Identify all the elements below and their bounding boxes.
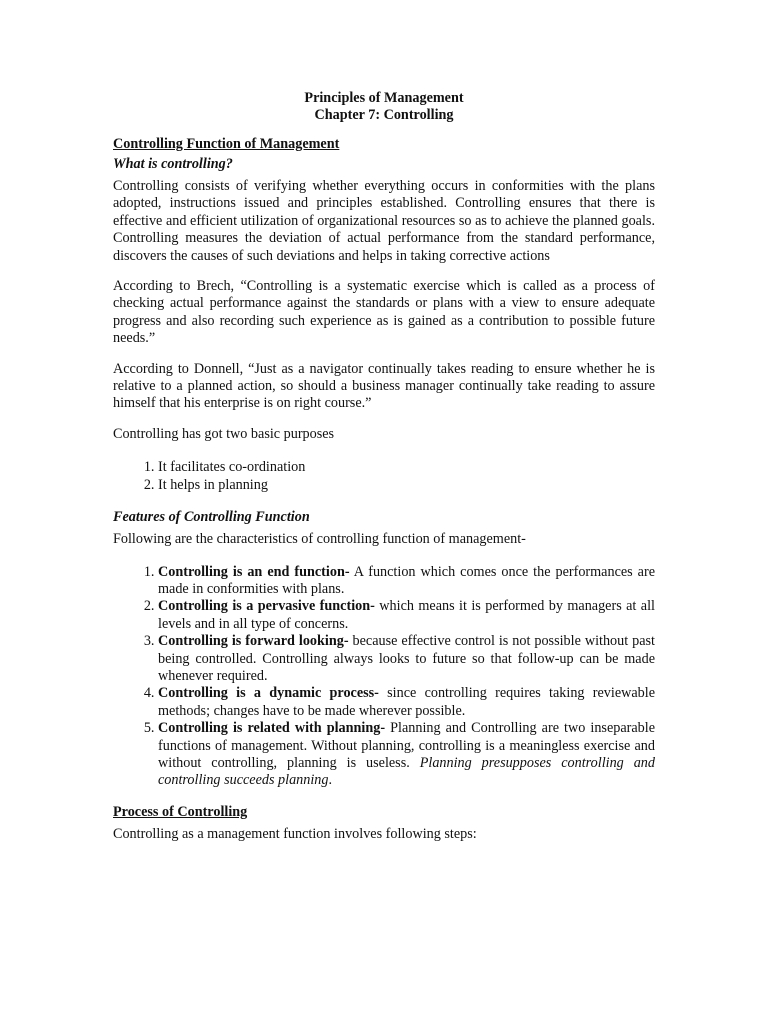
section-heading-controlling-function: Controlling Function of Management <box>113 136 340 152</box>
list-item <box>158 564 655 599</box>
list-item <box>158 720 655 790</box>
feature-lead: Controlling is forward looking- <box>158 633 349 650</box>
feature-lead: Controlling is related with planning- <box>158 720 386 737</box>
list-item <box>158 633 655 685</box>
paragraph-basic-purposes: Controlling has got two basic purposes <box>113 425 335 442</box>
feature-lead: Controlling is a pervasive function- <box>158 598 375 615</box>
document-title <box>113 90 655 124</box>
list-item <box>158 598 655 633</box>
chapter-title: Chapter 7: Controlling <box>314 107 454 123</box>
subheading-what-is-controlling: What is controlling? <box>113 156 233 172</box>
subheading-features: Features of Controlling Function <box>113 509 310 526</box>
list-item: 2. It helps in planning <box>158 477 655 494</box>
document-page <box>113 90 655 856</box>
features-list <box>113 564 655 790</box>
feature-end: . <box>328 772 333 789</box>
feature-text: which means it is performed by managers at all levels and in all type of concerns. <box>158 598 655 632</box>
list-item: 1. It facilitates co-ordination <box>158 459 655 476</box>
paragraph-features-intro: Following are the characteristics of controlling function of management- <box>113 531 526 548</box>
feature-text: since controlling requires taking reviewable methods; changes have to be made wherever possible. <box>158 685 655 719</box>
feature-text: Planning and Controlling are two inseparable functions of management. Without planning, controlling is a meaningless exercise and without controlling, planning is useless. <box>158 720 655 771</box>
feature-text: because effective control is not possible without past being controlled. Controlling always looks to future so that follow-up can be made whenever required. <box>158 633 655 684</box>
paragraph-process-intro: Controlling as a management function involves following steps: <box>113 825 477 842</box>
paragraph-brech-quote: According to Brech, “Controlling is a systematic exercise which is called as a process of checking actual performance against the standards or plans with a view to ensure adequate progress and also recording such experience as is gained as a contribution to possible future needs.” <box>113 278 655 347</box>
feature-lead: Controlling is an end function- <box>158 563 350 580</box>
feature-text: A function which comes once the performances are made in conformities with plans. <box>158 563 655 597</box>
list-item <box>158 685 655 720</box>
paragraph-definition: Controlling consists of verifying whether everything occurs in conformities with the plans adopted, instructions issued and principles established. Controlling ensures that there is effective and efficient utilization of organizational resources so as to achieve the planned goals. Controlling measures the deviation of actual performance from the standard performance, discovers the causes of such deviations and helps in taking corrective actions <box>113 178 655 264</box>
purposes-list <box>113 459 655 494</box>
feature-lead: Controlling is a dynamic process- <box>158 685 379 702</box>
paragraph-donnell-quote: According to Donnell, “Just as a navigator continually takes reading to ensure whether he is relative to a planned action, so should a business manager continually take reading to assure himself that his enterprise is on right course.” <box>113 360 655 412</box>
section-heading-process: Process of Controlling <box>113 803 248 820</box>
feature-italic-text: Planning presupposes controlling and controlling succeeds planning <box>158 754 655 789</box>
subject-title: Principles of Management <box>304 90 464 106</box>
